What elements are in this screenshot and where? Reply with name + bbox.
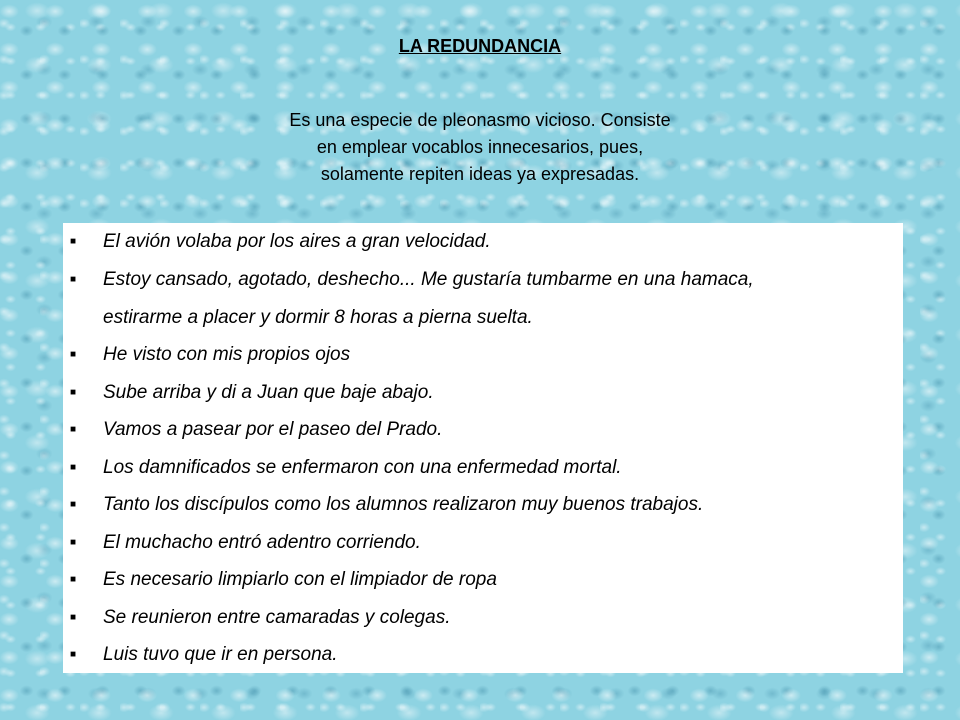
example-text: Los damnificados se enfermaron con una enfermedad mortal. [103, 457, 622, 478]
example-text: Es necesario limpiarlo con el limpiador de ropa [103, 569, 497, 590]
square-bullet-icon: ■ [70, 537, 77, 548]
example-continuation: estirarme a placer y dormir 8 horas a pierna suelta. [103, 307, 533, 328]
example-text: Se reunieron entre camaradas y colegas. [103, 607, 451, 628]
example-text: Sube arriba y di a Juan que baje abajo. [103, 382, 434, 403]
square-bullet-icon: ■ [70, 274, 77, 285]
square-bullet-icon: ■ [70, 349, 77, 360]
example-text: El muchacho entró adentro corriendo. [103, 532, 421, 553]
example-text: Tanto los discípulos como los alumnos realizaron muy buenos trabajos. [103, 494, 704, 515]
square-bullet-icon: ■ [70, 236, 77, 247]
square-bullet-icon: ■ [70, 462, 77, 473]
definition-text [0, 107, 960, 188]
square-bullet-icon: ■ [70, 612, 77, 623]
examples-list [63, 223, 903, 673]
square-bullet-icon: ■ [70, 424, 77, 435]
square-bullet-icon: ■ [70, 649, 77, 660]
definition-line-3: solamente repiten ideas ya expresadas. [320, 164, 640, 184]
example-text: Luis tuvo que ir en persona. [103, 644, 338, 665]
example-text: He visto con mis propios ojos [103, 344, 351, 365]
example-text: El avión volaba por los aires a gran velocidad. [103, 231, 491, 252]
definition-line-2: en emplear vocablos innecesarios, pues, [316, 137, 644, 157]
definition-line-1: Es una especie de pleonasmo vicioso. Consiste [289, 110, 671, 130]
square-bullet-icon: ■ [70, 499, 77, 510]
page-title: LA REDUNDANCIA [398, 36, 562, 56]
square-bullet-icon: ■ [70, 387, 77, 398]
example-text: Vamos a pasear por el paseo del Prado. [103, 419, 443, 440]
square-bullet-icon: ■ [70, 574, 77, 585]
example-text: Estoy cansado, agotado, deshecho... Me gustaría tumbarme en una hamaca, [103, 269, 754, 290]
